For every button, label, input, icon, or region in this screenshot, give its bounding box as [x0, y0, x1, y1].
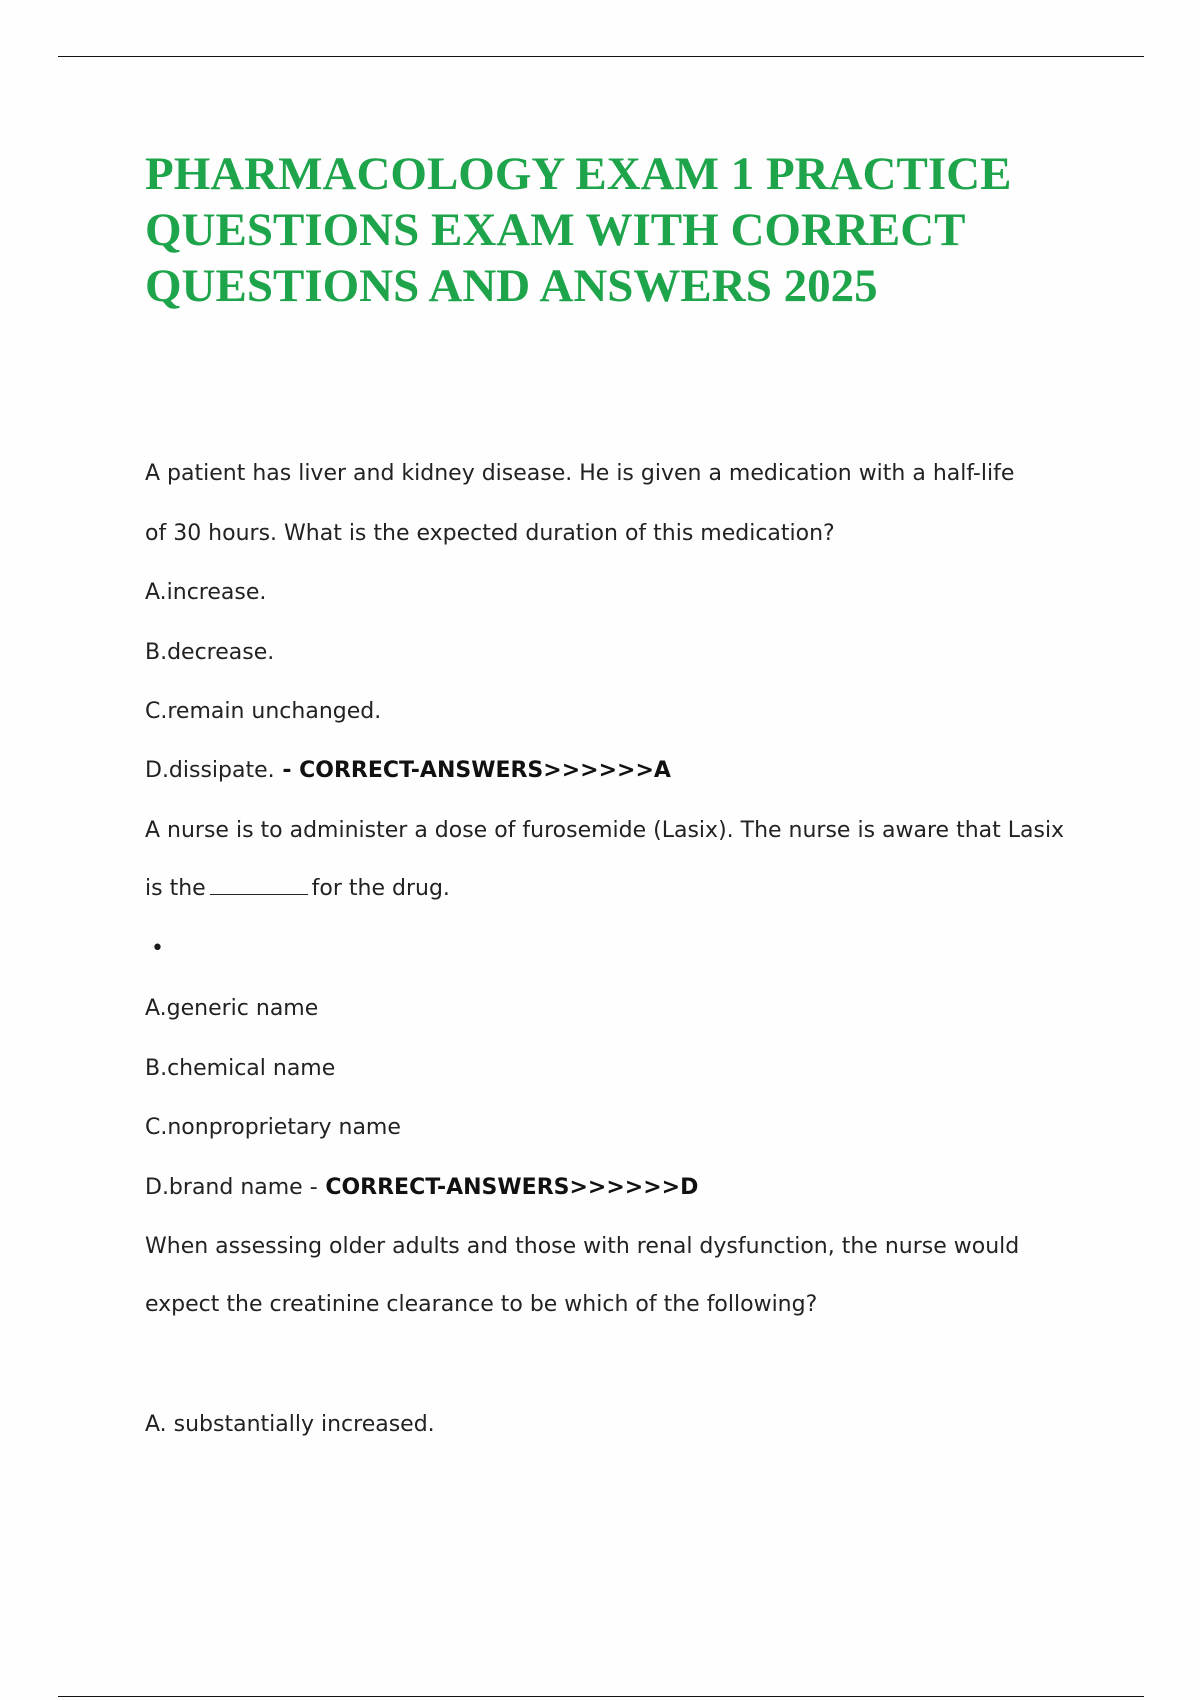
question-3-stem-line-2: expect the creatinine clearance to be which of the following? — [145, 1292, 818, 1317]
question-3-option-a: A. substantially increased. — [145, 1412, 435, 1437]
question-1-option-a: A.increase. — [145, 580, 267, 605]
question-1-correct-answer: - CORRECT-ANSWERS>>>>>>A — [274, 758, 671, 783]
question-2-option-d-line — [145, 1173, 698, 1203]
question-2-stem-line-1: A nurse is to administer a dose of furosemide (Lasix). The nurse is aware that Lasix — [145, 818, 1065, 843]
footer-rule — [58, 1696, 1144, 1697]
question-2-stem-after-blank: for the drug. — [311, 876, 450, 901]
question-2-option-b: B.chemical name — [145, 1056, 336, 1081]
question-2-option-c: C.nonproprietary name — [145, 1115, 401, 1140]
header-rule — [58, 56, 1144, 57]
question-1-option-d-line — [145, 756, 671, 786]
bullet-point: • — [151, 936, 164, 961]
question-2-option-d: D.brand name - — [145, 1175, 318, 1200]
question-2-stem-before-blank: is the — [145, 876, 206, 901]
question-2-stem-line-2 — [145, 874, 450, 904]
question-1-option-c: C.remain unchanged. — [145, 699, 382, 724]
question-1-stem-line-1: A patient has liver and kidney disease. He is given a medication with a half-life — [145, 461, 1015, 486]
document-title: PHARMACOLOGY EXAM 1 PRACTICE QUESTIONS EXAM WITH CORRECT QUESTIONS AND ANSWERS 2025 — [145, 148, 1012, 312]
question-1-option-b: B.decrease. — [145, 640, 275, 665]
fill-in-blank — [210, 876, 308, 895]
question-1-stem-line-2: of 30 hours. What is the expected duration of this medication? — [145, 521, 835, 546]
question-2-correct-answer: CORRECT-ANSWERS>>>>>>D — [317, 1175, 699, 1200]
question-1-option-d: D.dissipate. — [145, 758, 275, 783]
question-2-option-a: A.generic name — [145, 996, 319, 1021]
question-3-stem-line-1: When assessing older adults and those with renal dysfunction, the nurse would — [145, 1234, 1020, 1259]
